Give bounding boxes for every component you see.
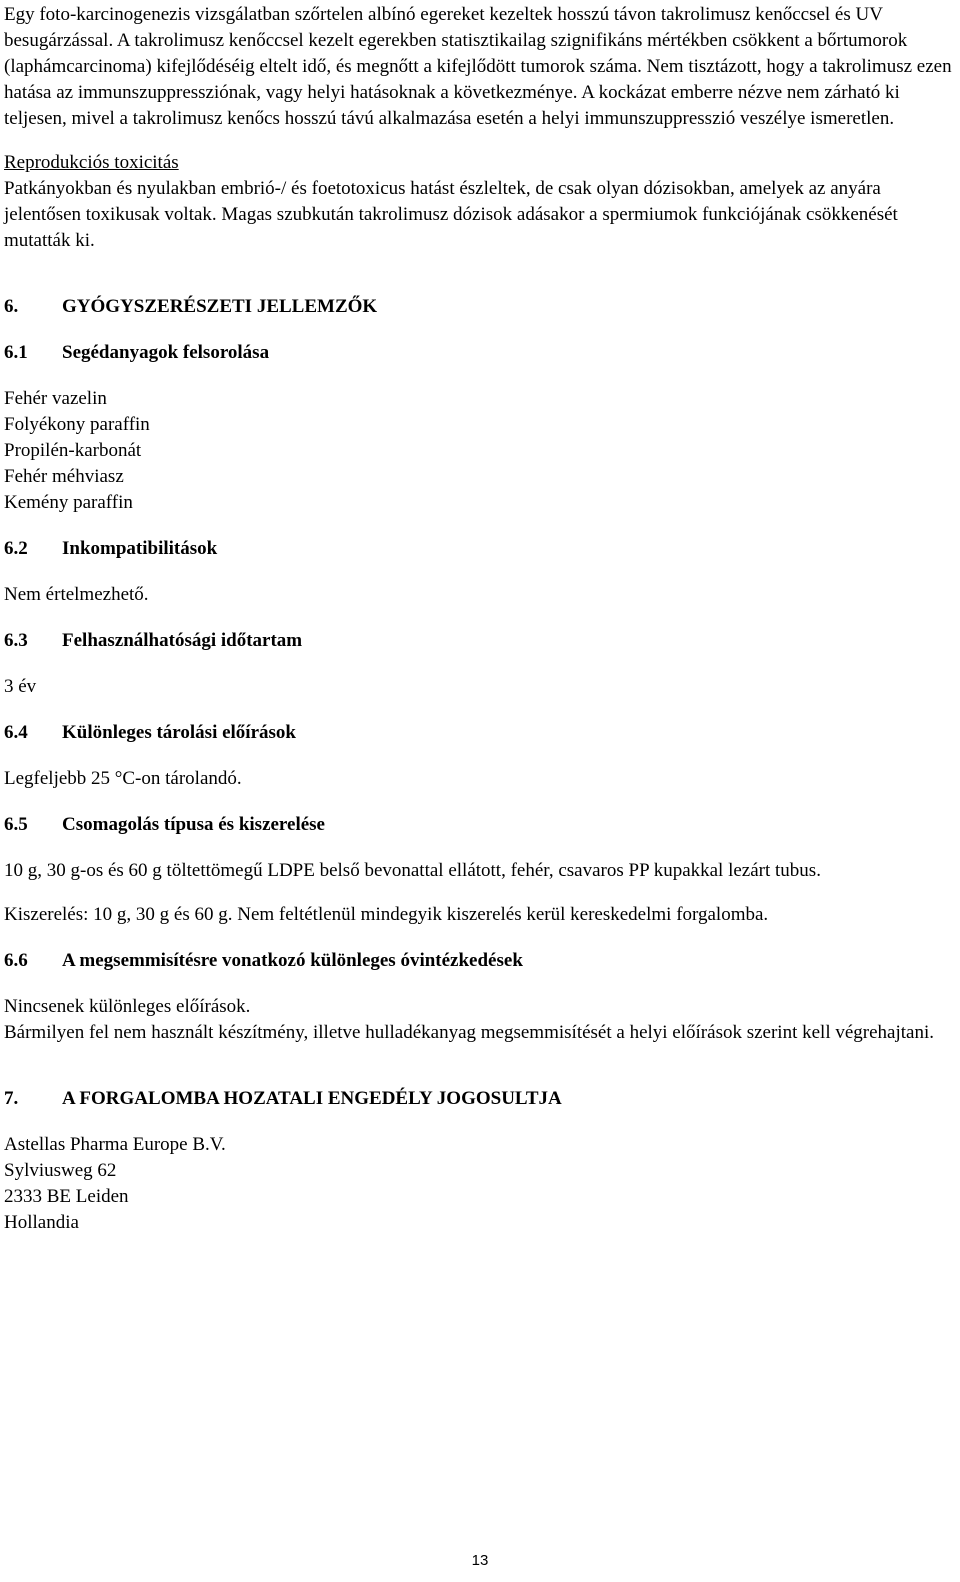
heading-title: A FORGALOMBA HOZATALI ENGEDÉLY JOGOSULTJA — [62, 1088, 562, 1109]
list-item: Fehér vazelin — [4, 388, 107, 409]
heading-title: Felhasználhatósági időtartam — [62, 630, 303, 651]
address-line: Hollandia — [4, 1212, 79, 1233]
heading-number: 6. — [4, 296, 19, 317]
heading-title: Inkompatibilitások — [62, 538, 218, 559]
heading-title: Segédanyagok felsorolása — [62, 342, 270, 363]
excipient-list — [4, 386, 952, 516]
intro-paragraph: Egy foto-karcinogenezis vizsgálatban szőrtelen albínó egereket kezeltek hosszú távon takrolimusz kenőccsel és UV besugárzással. A takrolimusz kenőccsel kezelt egerekben statisztikailag szignifikáns mértékben csökkent a bőrtumorok (laphámcarcinoma) kifejlődéséig eltelt idő, és megnőtt a kifejlődött tumorok száma. Nem tisztázott, hogy a takrolimusz ezen hatása az immunszuppressziónak, vagy helyi hatásoknak a következménye. A kockázat emberre nézve nem zárható ki teljesen, mivel a takrolimusz kenőcs hosszú távú alkalmazása esetén a helyi immunszuppresszió veszélye ismeretlen. — [4, 4, 952, 129]
heading-title: Csomagolás típusa és kiszerelése — [62, 814, 325, 835]
list-item: Folyékony paraffin — [4, 414, 150, 435]
heading-number: 6.2 — [4, 538, 28, 559]
heading-number: 6.4 — [4, 722, 28, 743]
holder-address — [4, 1132, 952, 1236]
address-line: Sylviusweg 62 — [4, 1160, 117, 1181]
reproductive-toxicity-text: Patkányokban és nyulakban embrió-/ és foetotoxicus hatást észleltek, de csak olyan dózisokban, amelyek az anyára jelentősen toxikusak voltak. Magas szubkután takrolimusz dózisok adásakor a spermiumok funkciójának csökkenését mutatták ki. — [4, 178, 898, 251]
heading-title: GYÓGYSZERÉSZETI JELLEMZŐK — [62, 296, 378, 317]
heading-6-3 — [4, 628, 952, 654]
heading-6-6 — [4, 948, 952, 974]
list-item: Propilén-karbonát — [4, 440, 142, 461]
heading-6-1 — [4, 340, 952, 366]
heading-number: 6.5 — [4, 814, 28, 835]
heading-number: 6.3 — [4, 630, 28, 651]
page-number: 13 — [471, 1552, 489, 1569]
list-item: Kemény paraffin — [4, 492, 133, 513]
heading-number: 6.6 — [4, 950, 28, 971]
reproductive-toxicity-title: Reprodukciós toxicitás — [4, 152, 179, 173]
heading-7 — [4, 1086, 952, 1112]
shelf-life-text: 3 év — [4, 676, 37, 697]
address-line: 2333 BE Leiden — [4, 1186, 129, 1207]
address-line: Astellas Pharma Europe B.V. — [4, 1134, 226, 1155]
incompatibilities-text: Nem értelmezhető. — [4, 584, 149, 605]
heading-title: A megsemmisítésre vonatkozó különleges óvintézkedések — [62, 950, 523, 971]
heading-title: Különleges tárolási előírások — [62, 722, 296, 743]
packaging-text: 10 g, 30 g-os és 60 g töltettömegű LDPE belső bevonattal ellátott, fehér, csavaros PP kupakkal lezárt tubus. — [4, 860, 821, 881]
disposal-text-2: Bármilyen fel nem használt készítmény, illetve hulladékanyag megsemmisítését a helyi előírások szerint kell végrehajtani. — [4, 1022, 934, 1043]
heading-6 — [4, 294, 952, 320]
storage-text: Legfeljebb 25 °C-on tárolandó. — [4, 768, 242, 789]
reproductive-toxicity-section — [4, 150, 952, 254]
heading-6-5 — [4, 812, 952, 838]
pack-sizes-text: Kiszerelés: 10 g, 30 g és 60 g. Nem feltétlenül mindegyik kiszerelés kerül kereskedelmi forgalomba. — [4, 904, 769, 925]
heading-6-4 — [4, 720, 952, 746]
heading-number: 6.1 — [4, 342, 28, 363]
heading-6-2 — [4, 536, 952, 562]
disposal-text-1: Nincsenek különleges előírások. — [4, 996, 251, 1017]
document-page — [4, 0, 952, 1236]
heading-number: 7. — [4, 1088, 19, 1109]
list-item: Fehér méhviasz — [4, 466, 124, 487]
